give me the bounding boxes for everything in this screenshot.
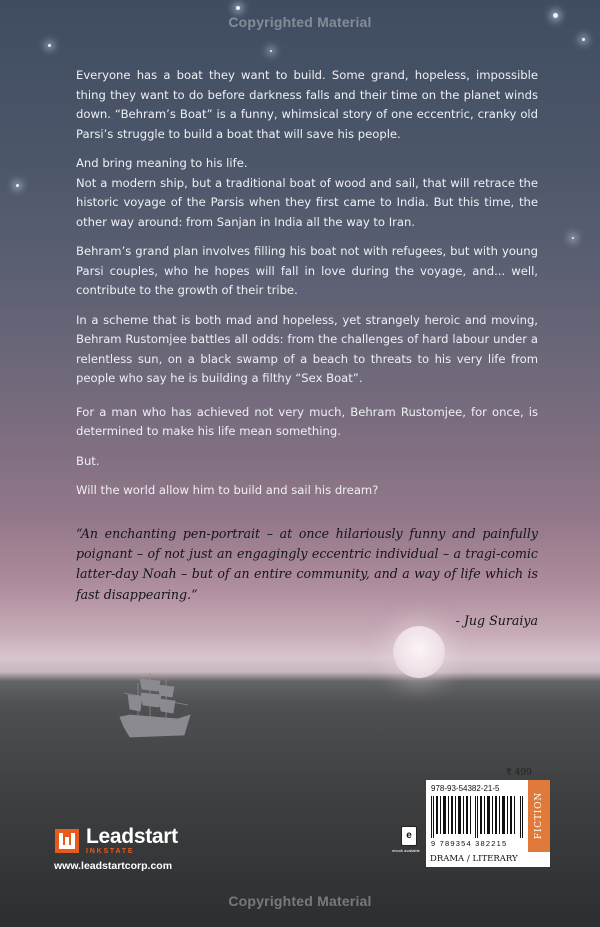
- leadstart-logo-icon: [54, 828, 80, 854]
- ebook-icon: e: [401, 826, 417, 846]
- blurb-paragraph: Not a modern ship, but a traditional boat of wood and sail, that will retrace the historic voyage of the Parsis when they first came to India. But this time, the other way around: from Sanjan in India all the way to Iran.: [76, 175, 538, 229]
- blurb-paragraph: Behram’s grand plan involves filling his boat not with refugees, but with young Parsi couples, who he hopes will fall in love during the voyage, and... well, contribute to the growth of their tribe.: [76, 244, 538, 297]
- setting-sun: [393, 626, 445, 678]
- category-tab: [528, 780, 550, 852]
- blurb-paragraph: But.: [76, 453, 100, 468]
- review-quote: “An enchanting pen-portrait – at once hilariously funny and painfully poignant – of not just an engagingly eccentric individual – a tragi-comic latter-day Noah – but of an entire community, and a way of life which is fast disappearing.”: [76, 526, 538, 602]
- watermark-top: Copyrighted Material: [228, 14, 372, 30]
- genre-label: DRAMA / LITERARY: [430, 854, 518, 864]
- publisher-url[interactable]: www.leadstartcorp.com: [54, 860, 173, 872]
- blurb-paragraph: For a man who has achieved not very much, Behram Rustomjee, for once, is determined to make his life mean something.: [76, 404, 538, 438]
- star: [572, 237, 574, 239]
- category-label: FICTION: [534, 792, 544, 840]
- ebook-badge: [392, 826, 420, 853]
- publisher-logo: [54, 827, 178, 855]
- star: [16, 184, 19, 187]
- sailing-ship-icon: [118, 669, 192, 739]
- watermark-bottom: Copyrighted Material: [228, 893, 372, 909]
- publisher-imprint: INKSTATE: [86, 848, 135, 855]
- back-cover-blurb: [76, 66, 538, 511]
- blurb-paragraph: Everyone has a boat they want to build. Some grand, hopeless, impossible thing they want to do before darkness falls and their time on the planet winds down. “Behram’s Boat” is a funny, whimsical story of one eccentric, cranky old Parsi’s struggle to build a boat that will save his people.: [76, 68, 538, 141]
- blurb-paragraph: And bring meaning to his life.: [76, 156, 248, 170]
- barcode-icon: [431, 796, 523, 838]
- ebook-label: ebook available: [392, 848, 420, 853]
- isbn-text: 978-93-54382-21-5: [431, 784, 500, 793]
- star: [48, 44, 51, 47]
- blurb-paragraph: In a scheme that is both mad and hopeless, yet strangely heroic and moving, Behram Rustomjee battles all odds: from the challenges of hard labour under a relentless sun, on a black swamp of a beach to threats to his very life from people who say he is building a filthy “Sex Boat”.: [76, 312, 538, 385]
- star: [553, 13, 558, 18]
- genre-strip: [426, 852, 550, 867]
- price-label: ₹ 499: [506, 768, 532, 778]
- publisher-name: Leadstart: [86, 825, 178, 848]
- star: [582, 38, 585, 41]
- barcode-digits: 9 789354 382215: [431, 839, 508, 848]
- barcode-box: [426, 780, 528, 852]
- star: [270, 50, 272, 52]
- blurb-paragraph: Will the world allow him to build and sail his dream?: [76, 483, 379, 497]
- star: [236, 6, 240, 10]
- quote-attribution: - Jug Suraiya: [455, 613, 538, 628]
